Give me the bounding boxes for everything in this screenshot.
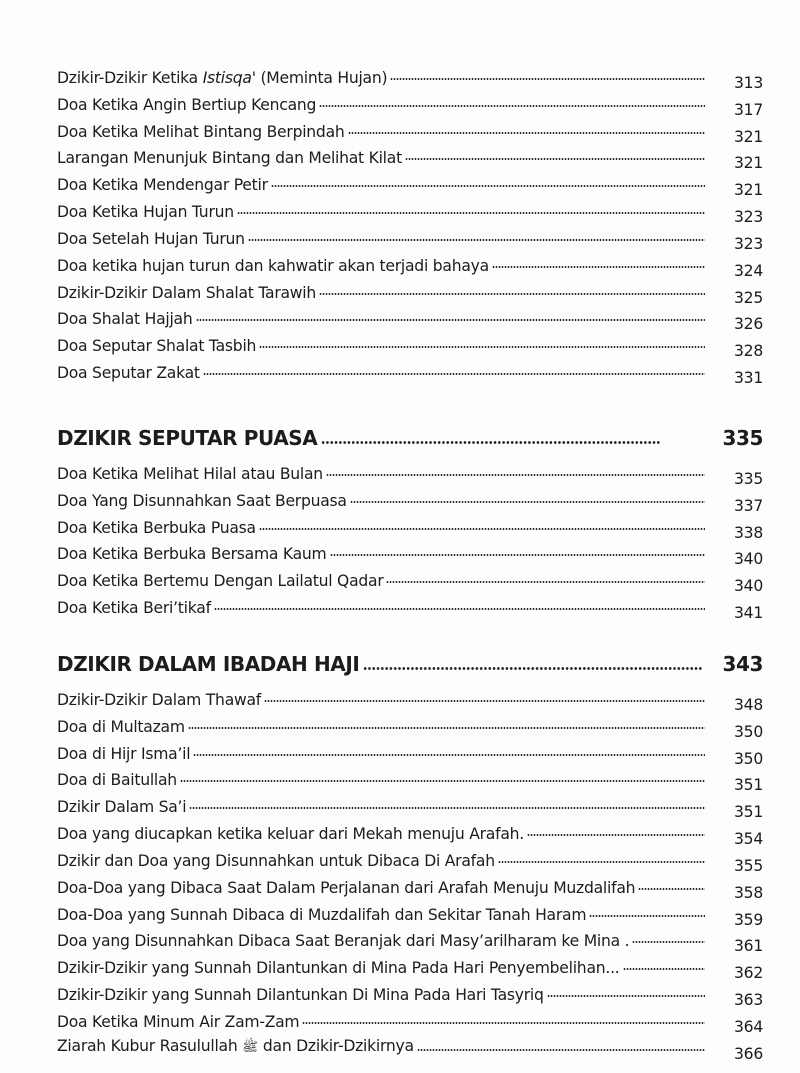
toc-entry-title — [57, 825, 524, 843]
dot-leader — [330, 553, 706, 557]
toc-entry-title-text: Doa Ketika Melihat Hilal atau Bulan — [57, 464, 323, 483]
toc-entry-title-text: Doa Shalat Hajjah — [57, 310, 193, 329]
toc-entry[interactable] — [57, 221, 763, 253]
toc-entry[interactable] — [57, 275, 763, 307]
toc-entry-title — [57, 123, 345, 141]
dot-leader — [302, 1021, 705, 1025]
toc-entry[interactable] — [57, 167, 763, 200]
toc-entry-page-number: 362 — [733, 964, 763, 983]
dot-leader — [492, 265, 705, 269]
toc-entry-page-number: 350 — [733, 722, 763, 741]
toc-entry[interactable] — [57, 114, 763, 146]
toc-entry[interactable] — [57, 1004, 763, 1036]
toc-entry-title — [57, 852, 495, 870]
dot-leader — [214, 607, 705, 611]
dot-leader — [319, 104, 705, 108]
section-heading[interactable] — [57, 420, 763, 450]
toc-entry-page-number: 350 — [733, 749, 763, 768]
toc-entry-title-text: Doa Yang Disunnahkan Saat Berpuasa — [57, 491, 347, 510]
toc-entry-page-number: 364 — [733, 1017, 763, 1036]
toc-entry-title — [57, 257, 489, 275]
toc-entry-page-number: 355 — [733, 856, 763, 875]
dot-leader — [189, 806, 705, 810]
toc-entry-page-number: 321 — [733, 154, 763, 173]
section-heading[interactable] — [57, 646, 763, 676]
toc-entry-title-text: Doa yang Disunnahkan Dibaca Saat Beranjak dari Masy’arilharam ke Mina . — [57, 932, 630, 951]
toc-entry-title — [57, 545, 327, 563]
toc-entry[interactable] — [57, 924, 763, 956]
toc-entry-title — [57, 906, 586, 924]
toc-entry-title — [57, 718, 185, 736]
toc-entry-page-number: 325 — [733, 288, 763, 307]
toc-entry-title-text: Doa Ketika Minum Air Zam-Zam — [57, 1012, 300, 1031]
toc-entry[interactable] — [57, 789, 763, 822]
toc-entry-title-text: Dzikir-Dzikir yang Sunnah Dilantunkan di Mina Pada Hari Penyembelihan... — [57, 959, 620, 978]
toc-entry-page-number: 321 — [733, 127, 763, 146]
toc-entry-title-italic: Istisqa' — [202, 68, 256, 87]
toc-entry-title-text: Doa Ketika Berbuka Puasa — [57, 518, 256, 537]
dot-leader — [319, 292, 705, 296]
section-heading-page-number: 343 — [722, 652, 763, 676]
dot-leader — [259, 527, 705, 531]
toc-entry-page-number: 324 — [733, 261, 763, 280]
toc-entry-title — [57, 599, 211, 617]
dot-leader — [188, 726, 705, 730]
toc-entry-title — [57, 310, 193, 328]
toc-entry-title — [57, 519, 256, 537]
toc-entry-title-text: Dzikir-Dzikir Ketika — [57, 68, 203, 87]
toc-entry-title — [57, 284, 316, 302]
toc-entry-title — [57, 1013, 299, 1031]
dot-leader — [259, 345, 705, 349]
toc-entry[interactable] — [57, 1031, 763, 1063]
dot-leader — [405, 157, 705, 161]
dot-leader — [498, 860, 705, 864]
toc-entry-title — [57, 691, 261, 709]
dot-leader — [180, 779, 705, 783]
dot-leader — [417, 1048, 705, 1052]
toc-entry-title-text: Doa di Hijr Isma’il — [57, 744, 191, 763]
toc-entry-page-number: 337 — [733, 496, 763, 515]
toc-entry-title — [57, 96, 316, 114]
dot-leader — [623, 967, 705, 971]
toc-entry-title-text: Doa Ketika Berbuka Bersama Kaum — [57, 545, 327, 564]
toc-entry[interactable] — [57, 816, 763, 849]
dot-leader — [527, 833, 705, 837]
toc-entry-title-text: Dzikir dan Doa yang Disunnahkan untuk Dibaca Di Arafah — [57, 851, 495, 870]
toc-entry[interactable] — [57, 537, 763, 569]
toc-group-puasa — [57, 420, 763, 623]
toc-entry-title-suffix: dan Dzikir-Dzikirnya — [257, 1036, 414, 1055]
toc-entry-page-number: 323 — [733, 208, 763, 227]
toc-entry-title — [57, 959, 620, 977]
toc-entry-page-number: 366 — [733, 1044, 763, 1063]
dot-leader — [350, 500, 705, 504]
toc-entry[interactable] — [57, 870, 763, 902]
toc-entry[interactable] — [57, 590, 763, 623]
section-heading-title: DZIKIR SEPUTAR PUASA — [57, 426, 318, 450]
toc-entry-title-text: Dzikir-Dzikir Dalam Thawaf — [57, 690, 262, 709]
toc-entry-page-number: 351 — [733, 776, 763, 795]
toc-entry-title-text: Doa Ketika Mendengar Petir — [57, 176, 268, 195]
toc-entry-title-text: Doa Ketika Beri’tikaf — [57, 599, 211, 618]
toc-entry-title-text: Doa Seputar Shalat Tasbih — [57, 337, 257, 356]
toc-entry-title-text: Doa-Doa yang Dibaca Saat Dalam Perjalanan dari Arafah Menuju Muzdalifah — [57, 878, 636, 897]
dot-leader — [193, 753, 705, 757]
toc-entry-page-number: 317 — [733, 100, 763, 119]
dot-leader — [237, 211, 705, 215]
toc-entry-title-text: Doa Seputar Zakat — [57, 364, 200, 383]
toc-entry-title-text: Larangan Menunjuk Bintang dan Melihat Kilat — [57, 149, 402, 168]
toc-entry[interactable] — [57, 897, 763, 929]
dot-leader — [264, 699, 705, 703]
toc-group-weather — [57, 60, 763, 388]
toc-entry-page-number: 359 — [733, 910, 763, 929]
dot-leader — [196, 318, 706, 322]
toc-entry-title — [57, 203, 234, 221]
toc-entry-title-text: Dzikir-Dzikir Dalam Shalat Tarawih — [57, 283, 317, 302]
toc-entry-title — [57, 771, 177, 789]
toc-entry-title — [57, 176, 268, 194]
toc-entry[interactable] — [57, 510, 763, 542]
toc-entry-page-number: 331 — [733, 369, 763, 388]
toc-entry-title-text: Doa Ketika Angin Bertiup Kencang — [57, 95, 317, 114]
dot-leader — [321, 440, 661, 445]
toc-entry[interactable] — [57, 248, 763, 280]
toc-entry-title — [57, 492, 347, 510]
dot-leader — [638, 887, 705, 891]
toc-entry-title-text: Ziarah Kubur Rasulullah — [57, 1036, 243, 1055]
toc-entry-title — [57, 364, 200, 382]
dot-leader — [386, 580, 705, 584]
toc-entry-title — [57, 1037, 414, 1058]
dot-leader — [589, 914, 705, 918]
toc-entry[interactable] — [57, 763, 763, 795]
toc-entry-title-text: Doa Ketika Melihat Bintang Berpindah — [57, 122, 345, 141]
toc-entry-page-number: 313 — [733, 73, 763, 92]
toc-entry[interactable] — [57, 483, 763, 515]
toc-entry-title-text: Doa Setelah Hujan Turun — [57, 229, 245, 248]
toc-entry-title — [57, 932, 629, 950]
dot-leader — [348, 131, 705, 135]
toc-entry[interactable] — [57, 60, 763, 92]
toc-entry-title — [57, 69, 387, 87]
toc-entry-title-text: Dzikir Dalam Sa’i — [57, 798, 187, 817]
toc-entry-page-number: 335 — [733, 469, 763, 488]
toc-entry[interactable] — [57, 456, 763, 488]
toc-entry-page-number: 361 — [733, 937, 763, 956]
toc-entry[interactable] — [57, 977, 763, 1010]
toc-entry[interactable] — [57, 709, 763, 741]
toc-entry-title — [57, 230, 245, 248]
toc-group-haji — [57, 646, 763, 1063]
toc-entry-page-number: 326 — [733, 315, 763, 334]
toc-entry[interactable] — [57, 950, 763, 983]
dot-leader — [326, 473, 705, 477]
toc-entry[interactable] — [57, 328, 763, 361]
toc-entry-title-text: Doa di Multazam — [57, 717, 185, 736]
toc-entry-title-text: Doa ketika hujan turun dan kahwatir akan terjadi bahaya — [57, 256, 489, 275]
toc-entry[interactable] — [57, 141, 763, 173]
toc-entry-page-number: 363 — [733, 991, 763, 1010]
toc-entry-page-number: 323 — [733, 234, 763, 253]
toc-entry[interactable] — [57, 194, 763, 227]
dot-leader — [390, 77, 705, 81]
toc-entry-title-text: Doa Ketika Bertemu Dengan Lailatul Qadar — [57, 572, 384, 591]
toc-entry-title — [57, 986, 544, 1004]
dot-leader — [632, 940, 705, 944]
toc-entry[interactable] — [57, 355, 763, 388]
toc-entry-title-text: Doa yang diucapkan ketika keluar dari Mekah menuju Arafah. — [57, 825, 524, 844]
toc-entry[interactable] — [57, 563, 763, 596]
toc-entry-page-number: 328 — [733, 342, 763, 361]
toc-entry-title — [57, 465, 323, 483]
dot-leader — [203, 372, 705, 376]
toc-entry-page-number: 351 — [733, 803, 763, 822]
toc-entry[interactable] — [57, 302, 763, 334]
toc-entry[interactable] — [57, 682, 763, 714]
toc-entry[interactable] — [57, 87, 763, 119]
toc-entry-title-text: Dzikir-Dzikir yang Sunnah Dilantunkan Di Mina Pada Hari Tasyriq — [57, 986, 544, 1005]
toc-entry-page-number: 341 — [733, 604, 763, 623]
toc-entry-title — [57, 798, 186, 816]
toc-entry-title-suffix: (Meminta Hujan) — [255, 68, 388, 87]
salawat-seal-icon: ﷺ — [242, 1039, 258, 1055]
section-heading-title: DZIKIR DALAM IBADAH HAJI — [57, 652, 360, 676]
toc-entry-title-text: Doa Ketika Hujan Turun — [57, 203, 234, 222]
dot-leader — [363, 666, 703, 671]
toc-entry-title-text: Doa-Doa yang Sunnah Dibaca di Muzdalifah dan Sekitar Tanah Haram — [57, 905, 587, 924]
toc-entry[interactable] — [57, 736, 763, 768]
toc-entry-title — [57, 572, 383, 590]
toc-entry-page-number: 340 — [733, 550, 763, 569]
dot-leader — [547, 994, 705, 998]
dot-leader — [271, 184, 705, 188]
dot-leader — [248, 238, 705, 242]
toc-entry-page-number: 358 — [733, 883, 763, 902]
toc-entry-page-number: 348 — [733, 695, 763, 714]
section-heading-page-number: 335 — [722, 426, 763, 450]
toc-entry-title-text: Doa di Baitullah — [57, 771, 177, 790]
toc-entry-page-number: 354 — [733, 830, 763, 849]
toc-entry-page-number: 321 — [733, 181, 763, 200]
toc-entry[interactable] — [57, 843, 763, 875]
toc-entry-title — [57, 745, 190, 763]
toc-entry-page-number: 340 — [733, 577, 763, 596]
toc-entry-page-number: 338 — [733, 523, 763, 542]
toc-entry-title — [57, 149, 402, 167]
toc-entry-title — [57, 879, 635, 897]
toc-entry-title — [57, 337, 256, 355]
